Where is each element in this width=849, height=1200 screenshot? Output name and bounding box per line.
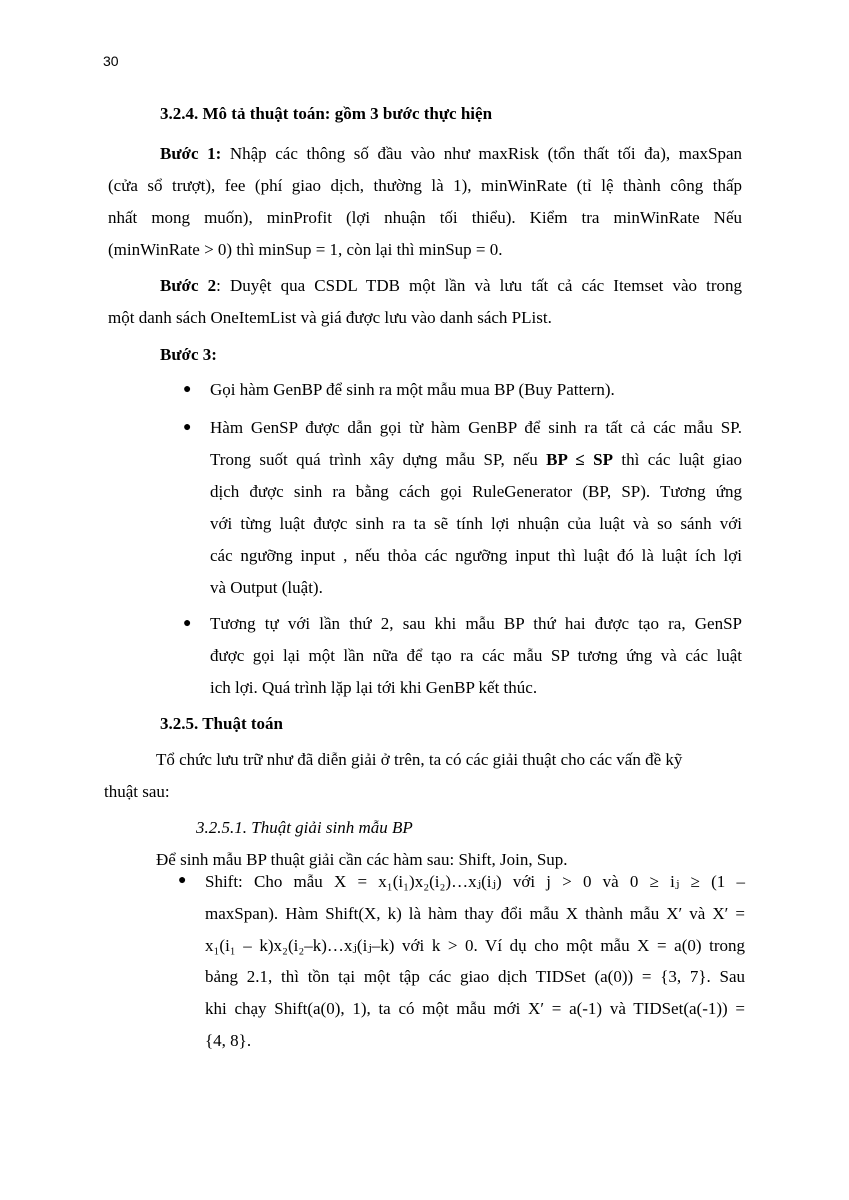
step1-line-3: nhất mong muốn), minProfit (lợi nhuận tối thiểu). Kiểm tra minWinRate Nếu [108, 208, 742, 227]
step3-bullet-3-line-2: được gọi lại một lần nữa để tạo ra các mẫu SP tương ứng và các luật [210, 646, 742, 665]
shift-line-2: maxSpan). Hàm Shift(X, k) là hàm thay đổi mẫu X thành mẫu X′ và X′ = [205, 904, 745, 923]
step2-text-1: : Duyệt qua CSDL TDB một lần và lưu tất cả các Itemset vào trong [216, 276, 743, 295]
step3-bullet-2-line-1: Hàm GenSP được dẫn gọi từ hàm GenBP để sinh ra tất cả các mẫu SP. [210, 418, 742, 437]
bullet-icon: ● [183, 420, 192, 435]
shift-line-6: {4, 8}. [205, 1031, 252, 1050]
page-number: 30 [103, 53, 119, 69]
shift-line-4: bảng 2.1, thì tồn tại một tập các giao dịch TIDSet (a(0)) = {3, 7}. Sau [205, 967, 745, 986]
step3-bullet-3-line-1: Tương tự với lần thứ 2, sau khi mẫu BP thứ hai được tạo ra, GenSP [210, 614, 742, 633]
bullet-2-text-a: Trong suốt quá trình xây dựng mẫu SP, nếu [210, 450, 538, 469]
bullet-icon: ● [183, 382, 192, 397]
shift-line-3: x₁(i₁ – k)x₂(i₂–k)…xⱼ(iⱼ–k) với k > 0. Ví dụ cho một mẫu X = a(0) trong [205, 936, 745, 955]
bullet-icon: ● [183, 616, 192, 631]
step3-bullet-2-line-2 [210, 450, 742, 470]
bp-le-sp: BP ≤ SP [546, 450, 613, 469]
step3-bullet-1: Gọi hàm GenBP để sinh ra một mẫu mua BP (Buy Pattern). [210, 380, 615, 399]
subsection-heading-3-2-5-1: 3.2.5.1. Thuật giải sinh mẫu BP [196, 818, 413, 837]
functions-needed: Để sinh mẫu BP thuật giải cần các hàm sau: Shift, Join, Sup. [156, 850, 568, 869]
step3-bullet-3-line-3: ich lợi. Quá trình lặp lại tới khi GenBP kết thúc. [210, 678, 538, 697]
step3-bullet-2-line-4: với từng luật được sinh ra ta sẽ tính lợi nhuận của luật và so sánh với [210, 514, 742, 533]
bullet-icon: ● [178, 873, 187, 888]
step1-line-4: (minWinRate > 0) thì minSup = 1, còn lại thì minSup = 0. [108, 240, 503, 259]
section-heading-3-2-4: 3.2.4. Mô tả thuật toán: gồm 3 bước thực hiện [160, 104, 493, 123]
shift-line-1: Shift: Cho mẫu X = x₁(i₁)x₂(i₂)…xⱼ(iⱼ) với j > 0 và 0 ≥ iⱼ ≥ (1 – [205, 872, 745, 891]
step3-bullet-2-line-6: và Output (luật). [210, 578, 323, 597]
step2-label: Bước 2 [160, 276, 217, 295]
step1-line-1 [160, 144, 742, 164]
sec325-intro-line-2: thuật sau: [104, 782, 170, 801]
shift-line-5: khi chạy Shift(a(0), 1), ta có một mẫu mới X′ = a(-1) và TIDSet(a(-1)) = [205, 999, 745, 1018]
step1-text-1: Nhập các thông số đầu vào như maxRisk (tổn thất tối đa), maxSpan [229, 144, 742, 163]
section-heading-3-2-5: 3.2.5. Thuật toán [160, 714, 283, 733]
bullet-2-text-c: thì các luật giao [621, 450, 743, 469]
step1-line-2: (cửa sổ trượt), fee (phí giao dịch, thường là 1), minWinRate (tỉ lệ thành công thấp [108, 176, 742, 195]
step3-label: Bước 3: [160, 345, 217, 364]
step2-line-2: một danh sách OneItemList và giá được lưu vào danh sách PList. [108, 308, 552, 327]
step2-line-1 [160, 276, 742, 296]
step1-label: Bước 1: [160, 144, 222, 163]
step3-bullet-2-line-5: các ngưỡng input , nếu thỏa các ngưỡng input thì luật đó là luật ích lợi [210, 546, 742, 565]
sec325-intro-line-1: Tổ chức lưu trữ như đã diễn giải ở trên, ta có các giải thuật cho các vấn đề kỹ [156, 750, 683, 769]
step3-bullet-2-line-3: dịch được sinh ra bằng cách gọi RuleGenerator (BP, SP). Tương ứng [210, 482, 742, 501]
